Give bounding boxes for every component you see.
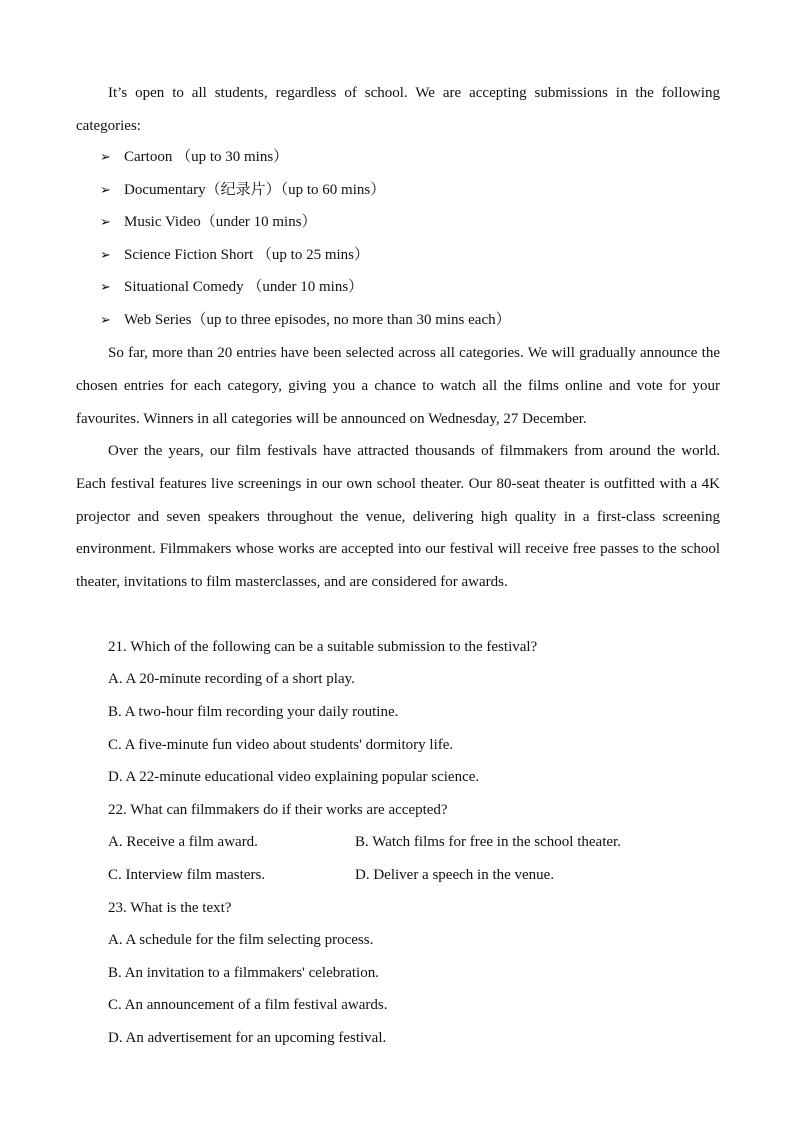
q21-option-a: A. A 20-minute recording of a short play. xyxy=(108,671,355,687)
q22-option-d: D. Deliver a speech in the venue. xyxy=(355,867,555,883)
list-item: ➢ Situational Comedy （under 10 mins） xyxy=(100,271,511,304)
arrow-bullet-icon: ➢ xyxy=(100,311,111,327)
q21-option-d: D. A 22-minute educational video explaining popular science. xyxy=(108,769,480,785)
arrow-bullet-icon: ➢ xyxy=(100,181,111,197)
intro-paragraph: It’s open to all students, regardless of school. We are accepting submissions in the following categories: xyxy=(76,85,720,134)
question-22: 22. What can filmmakers do if their works are accepted? xyxy=(108,802,448,818)
list-item: ➢ Music Video（under 10 mins） xyxy=(100,206,511,239)
q22-option-c: C. Interview film masters. xyxy=(108,867,266,883)
question-23: 23. What is the text? xyxy=(108,900,232,916)
q23-option-a: A. A schedule for the film selecting process. xyxy=(108,932,374,948)
list-item: ➢ Cartoon （up to 30 mins） xyxy=(100,141,511,174)
arrow-bullet-icon: ➢ xyxy=(100,279,111,295)
q23-option-c: C. An announcement of a film festival awards. xyxy=(108,997,388,1013)
arrow-bullet-icon: ➢ xyxy=(100,214,111,230)
category-list xyxy=(100,141,511,337)
list-item: ➢ Web Series（up to three episodes, no more than 30 mins each） xyxy=(100,304,511,337)
q23-option-b: B. An invitation to a filmmakers' celebration. xyxy=(108,965,379,981)
q22-option-b: B. Watch films for free in the school theater. xyxy=(355,834,621,850)
list-item: ➢ Documentary（纪录片）（up to 60 mins） xyxy=(100,174,511,207)
q22-option-a: A. Receive a film award. xyxy=(108,834,258,850)
entries-paragraph: So far, more than 20 entries have been selected across all categories. We will gradually announce the chosen entries for each category, giving you a chance to watch all the films online and vote for your favourites. Winners in all categories will be announced on Wednesday, 27 December. xyxy=(76,345,720,427)
arrow-bullet-icon: ➢ xyxy=(100,149,111,164)
q21-option-b: B. A two-hour film recording your daily routine. xyxy=(108,704,399,720)
arrow-bullet-icon: ➢ xyxy=(100,246,111,262)
festivals-paragraph: Over the years, our film festivals have attracted thousands of filmmakers from around the world. Each festival features live screenings in our own school theater. Our 80-seat theater is outfitted with a 4K projector and seven speakers throughout the venue, delivering high quality in a first-class screening environment. Filmmakers whose works are accepted into our festival will receive free passes to the school theater, invitations to film masterclasses, and are considered for awards. xyxy=(76,443,720,591)
q23-option-d: D. An advertisement for an upcoming festival. xyxy=(108,1030,387,1046)
question-21: 21. Which of the following can be a suitable submission to the festival? xyxy=(108,639,538,655)
list-item: ➢ Science Fiction Short （up to 25 mins） xyxy=(100,239,511,272)
q21-option-c: C. A five-minute fun video about students' dormitory life. xyxy=(108,737,454,753)
